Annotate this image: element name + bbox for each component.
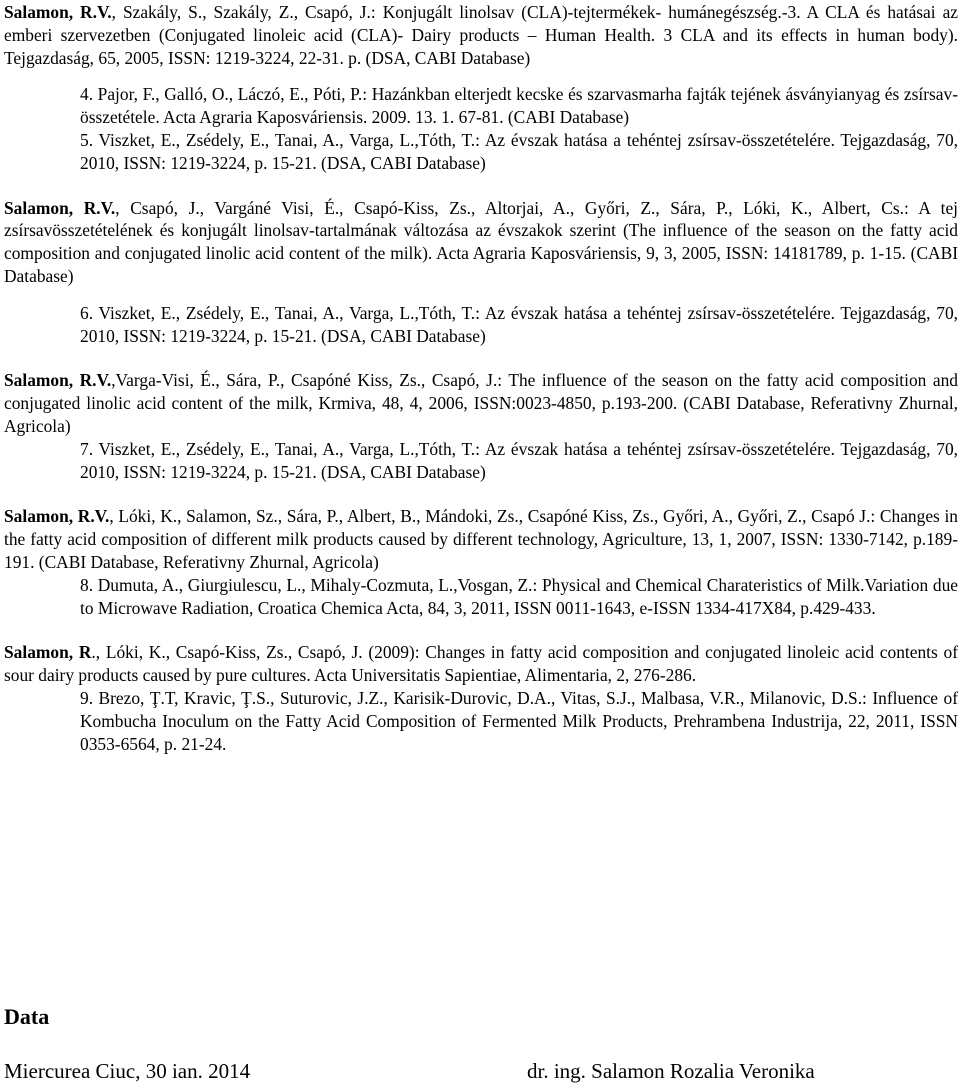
author-name: Salamon, R.V.	[4, 197, 116, 218]
paper-details: , Szakály, S., Szakály, Z., Csapó, J.: Konjugált linolsav (CLA)-tejtermékek- humánegészség.-3. A CLA és hatásai az emberi szervezetben (Conjugated linoleic acid (CLA)- Dairy products – Human Health. 3 CLA and its effects in human body). Tejgazdaság, 65, 2005, ISSN: 1219-3224, 22-31. p. (DSA, CABI Database)	[4, 2, 959, 68]
citation-entry: 8. Dumuta, A., Giurgiulescu, L., Mihaly-Cozmuta, L.,Vosgan, Z.: Physical and Chemical Charateristics of Milk.Variation due to Microwave Radiation, Croatica Chemica Acta, 84, 3, 2011, ISSN 0011-1643, e-ISSN 1334-417X84, p.429-433.	[80, 574, 958, 618]
citation-entry: 9. Brezo, Ţ.T, Kravic, Ţ.S., Suturovic, J.Z., Karisik-Durovic, D.A., Vitas, S.J., Malbasa, V.R., Milanovic, D.S.: Influence of Kombucha Inoculum on the Fatty Acid Composition of Fermented Milk Products, Prehrambena Industrija, 22, 2011, ISSN 0353-6564, p. 21-24.	[80, 687, 958, 754]
citation-entry: 4. Pajor, F., Galló, O., Láczó, E., Póti, P.: Hazánkban elterjedt kecske és szarvasmarha fajták tejének ásványianyag és zsírsav-összetétele. Acta Agraria Kaposváriensis. 2009. 13. 1. 67-81. (CABI Database)	[80, 84, 958, 128]
paper-details: ,Varga-Visi, É., Sára, P., Csapóné Kiss, Zs., Csapó, J.: The influence of the season on the fatty acid composition and conjugated linolic acid content of the milk, Krmiva, 48, 4, 2006, ISSN:0023-4850, p.193-200. (CABI Database, Referativny Zhurnal, Agricola)	[4, 370, 959, 436]
signature: dr. ing. Salamon Rozalia Veronika	[527, 1059, 815, 1083]
paper-entry	[4, 641, 958, 687]
publication-list	[4, 1, 958, 755]
citation-entry: 6. Viszket, E., Zsédely, E., Tanai, A., Varga, L.,Tóth, T.: Az évszak hatása a tehéntej zsírsav-összetételére. Tejgazdaság, 70, 2010, ISSN: 1219-3224, p. 15-21. (DSA, CABI Database)	[80, 302, 958, 346]
paper-entry	[4, 197, 958, 288]
author-name: Salamon, R	[4, 642, 92, 663]
citation-entry: 5. Viszket, E., Zsédely, E., Tanai, A., Varga, L.,Tóth, T.: Az évszak hatása a tehéntej zsírsav-összetételére. Tejgazdaság, 70, 2010, ISSN: 1219-3224, p. 15-21. (DSA, CABI Database)	[80, 129, 958, 173]
paper-details: , Csapó, J., Vargáné Visi, É., Csapó-Kiss, Zs., Altorjai, A., Győri, Z., Sára, P., Lóki, K., Albert, Cs.: A tej zsírsavösszetételének és konjugált linolsav-tartalmának változása az évszakok szerint (The influence of the season on the fatty acid composition and conjugated linolic acid content of the milk). Acta Agraria Kaposváriensis, 9, 3, 2005, ISSN: 14181789, p. 1-15. (CABI Database)	[4, 197, 958, 286]
paper-entry	[4, 369, 958, 437]
paper-details: , Lóki, K., Salamon, Sz., Sára, P., Albert, B., Mándoki, Zs., Csapóné Kiss, Zs., Győri, A., Győri, Z., Csapó J.: Changes in the fatty acid composition of different milk products caused by different technology, Agriculture, 13, 1, 2007, ISSN: 1330-7142, p.189-191. (CABI Database, Referativny Zhurnal, Agricola)	[4, 506, 958, 572]
data-heading: Data	[4, 1004, 50, 1029]
paper-entry	[4, 1, 958, 69]
author-name: Salamon, R.V.	[4, 370, 112, 391]
place-date: Miercurea Ciuc, 30 ian. 2014	[4, 1059, 251, 1083]
citation-entry: 7. Viszket, E., Zsédely, E., Tanai, A., Varga, L.,Tóth, T.: Az évszak hatása a tehéntej zsírsav-összetételére. Tejgazdaság, 70, 2010, ISSN: 1219-3224, p. 15-21. (DSA, CABI Database)	[80, 438, 958, 482]
paper-entry	[4, 505, 958, 573]
author-name: Salamon, R.V.	[4, 506, 110, 527]
paper-details: ., Lóki, K., Csapó-Kiss, Zs., Csapó, J. (2009): Changes in fatty acid composition and conjugated linoleic acid contents of sour dairy products caused by pure cultures. Acta Universitatis Sapientiae, Alimentaria, 2, 276-286.	[4, 642, 958, 686]
author-name: Salamon, R.V.	[4, 2, 112, 22]
